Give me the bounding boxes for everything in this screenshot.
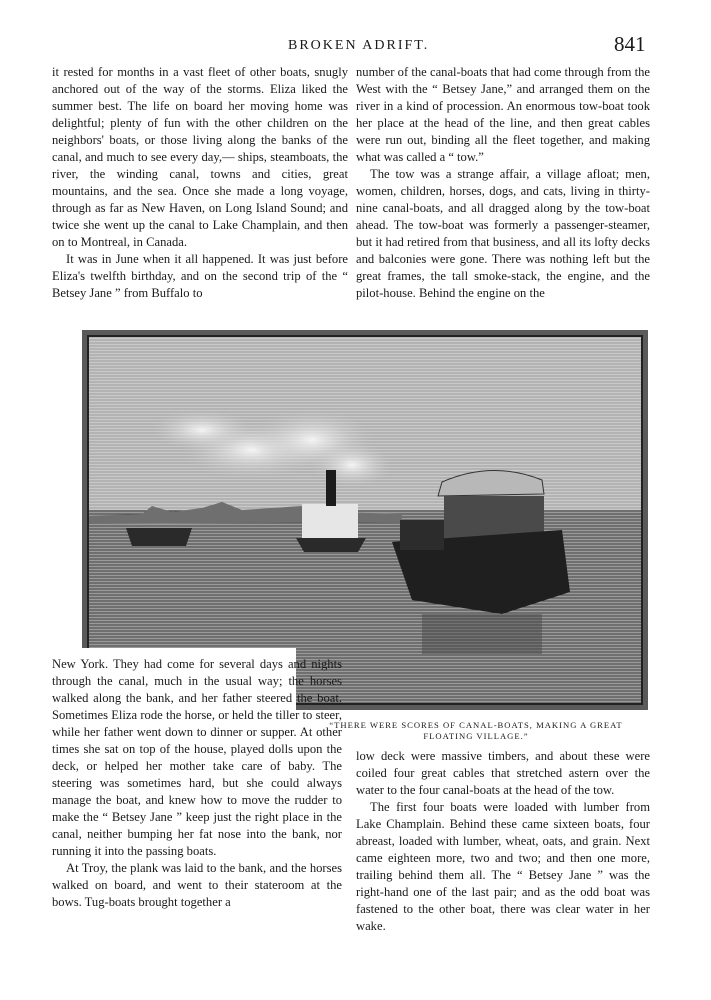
page-number: 841 — [614, 32, 646, 56]
paragraph: low deck were massive timbers, and about these were coiled four great cables that stretched astern over the water to the four canal-boats at the head of the tow. — [356, 749, 650, 797]
right-column-bottom — [356, 748, 650, 935]
left-column-top — [52, 64, 348, 302]
paragraph: New York. They had come for several days and nights through the canal, much in the usual way; the horses walked along the bank, and her father steered the boat. Sometimes Eliza rode the horse, or held the tiller to steer, while her father went down to dinner or supper. At other times she sat on top of the house, played dolls upon the deck, or helped her mother take care of baby. The steering was sometimes hard, but she could always manage the boat, and knew how to move the rudder to make the “ Betsey Jane ” keep just the right place in the canal, neither bumping her fat nose into the bank, nor running it into the passing boats. — [52, 657, 342, 858]
paragraph: number of the canal-boats that had come through from the West with the “ Betsey Jane,” and arranged them on the river in a kind of procession. An enormous tow-boat took her place at the head of the line, and then great cables were run out, binding all the fleet together, and making what was called a “ tow.” — [356, 65, 650, 164]
caption-line: “THERE WERE SCORES OF CANAL-BOATS, MAKING A GREAT — [329, 720, 623, 730]
paragraph: The tow was a strange affair, a village afloat; men, women, children, horses, dogs, and cats, living in thirty-nine canal-boats, and all dragged along by the tow-boat ahead. The tow-boat was formerly a passenger-steamer, but it had retired from that business, and all its lofty decks and balconies were gone. There was nothing left but the great frames, the tall smoke-stack, the engine, and the pilot-house. Behind the engine on the — [356, 167, 650, 300]
illustration-caption — [306, 720, 646, 742]
engraving-illustration — [82, 330, 648, 710]
paragraph: The first four boats were loaded with lumber from Lake Champlain. Behind these came sixteen boats, four abreast, loaded with lumber, wheat, oats, and grain. Next came eighteen more, two and two; and then one more, trailing behind them all. The “ Betsey Jane ” was the right-hand one of the last pair; and as the odd boat was fastened to the other boat, there was clear water in her wake. — [356, 800, 650, 933]
right-column-top — [356, 64, 650, 302]
caption-line: FLOATING VILLAGE.” — [423, 731, 529, 741]
left-column-bottom — [52, 656, 342, 911]
paragraph: At Troy, the plank was laid to the bank, and the horses walked on board, and went to their stateroom at the bows. Tug-boats brought together a — [52, 861, 342, 909]
paragraph: it rested for months in a vast fleet of other boats, snugly anchored out of the way of the storms. Eliza liked the summer best. The life on board her moving home was delightful; plenty of fun with the other children on the neighbors' boats, or those living along the banks of the canal, and much to see every day,— ships, steamboats, the river, the winding canal, towns and cities, great mountains, and the sea. Once she made a long voyage, through as far as New Haven, on Long Island Sound; and twice she went up the canal to Lake Champlain, and then on to Montreal, in Canada. — [52, 65, 348, 249]
paragraph: It was in June when it all happened. It was just before Eliza's twelfth birthday, and on the second trip of the “ Betsey Jane ” from Buffalo to — [52, 252, 348, 300]
running-title: BROKEN ADRIFT. — [288, 38, 430, 53]
